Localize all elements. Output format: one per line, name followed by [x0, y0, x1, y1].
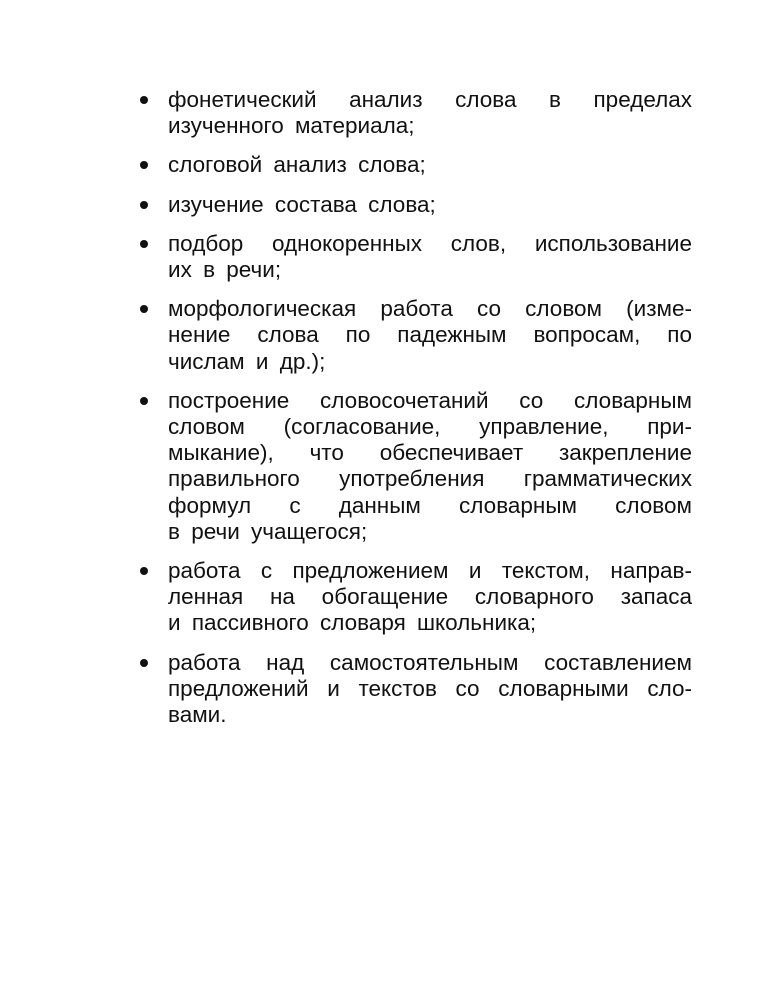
list-item-line: числам и др.); [168, 348, 326, 374]
bullet-icon [140, 659, 148, 667]
list-item-line: в речи учащегося; [168, 518, 368, 544]
bullet-icon [140, 397, 148, 405]
list-item-line: правильного употребления грамматических [168, 466, 692, 492]
list-item-line: фонетический анализ слова в пределах [168, 87, 692, 112]
list-item-line: изучение состава слова; [168, 191, 436, 217]
list-item-line: слоговой анализ слова; [168, 152, 426, 178]
bullet-icon [140, 305, 148, 313]
list-item [140, 231, 692, 283]
list-item [140, 650, 692, 729]
list-item-line: и пассивного словаря школьника; [168, 610, 537, 636]
list-item-line: построение словосочетаний со словарным [168, 387, 692, 413]
list-item [140, 558, 692, 637]
bullet-icon [140, 161, 148, 169]
bullet-icon [140, 96, 148, 104]
list-item-line: подбор однокоренных слов, использование [168, 230, 692, 256]
bullet-list [140, 87, 692, 741]
list-item-line: предложений и текстов со словарными сло- [168, 675, 692, 701]
list-item [140, 388, 692, 545]
list-item-line: работа с предложением и текстом, направ- [168, 558, 692, 584]
list-item-line: морфологическая работа со словом (изме- [168, 296, 692, 322]
list-item-line: изученного материала; [168, 113, 415, 139]
list-item [140, 296, 692, 375]
list-item-line: ленная на обогащение словарного запаса [168, 584, 692, 610]
list-item-line: их в речи; [168, 257, 282, 283]
list-item [140, 152, 692, 178]
bullet-icon [140, 240, 148, 248]
list-item-line: словом (согласование, управление, при- [168, 414, 692, 440]
list-item-line: мыкание), что обеспечивает закрепление [168, 440, 692, 466]
list-item-line: вами. [168, 702, 227, 728]
list-item-line: работа над самостоятельным составлением [168, 649, 692, 675]
list-item [140, 192, 692, 218]
list-item-line: формул с данным словарным словом [168, 492, 692, 518]
list-item [140, 87, 692, 139]
bullet-icon [140, 567, 148, 575]
bullet-icon [140, 201, 148, 209]
list-item-line: нение слова по падежным вопросам, по [168, 322, 692, 348]
